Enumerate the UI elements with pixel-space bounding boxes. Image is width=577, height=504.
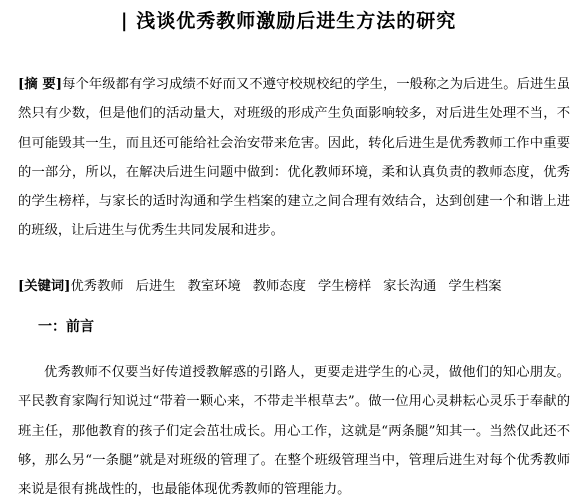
keyword: 后进生 — [135, 279, 176, 294]
keyword: 优秀教师 — [70, 279, 124, 294]
body-paragraph: 优秀教师不仅要当好传道授教解惑的引路人，更要走进学生的心灵，做他们的知心朋友。平民教育家陶行知说过“带着一颗心来，不带走半根草去”。做一位用心灵耕耘心灵乐于奉献的班主任，那他教育的孩子们定会茁壮成长。用心工作，这就是“两条腿”知其一。当然仅此还不够，那么另“一条腿”就是对班级的管理了。在整个班级管理当中，管理后进生对每个优秀教师来说是很有挑战性的，也最能体现优秀教师的管理能力。 — [18, 365, 570, 498]
keyword: 教师态度 — [252, 279, 306, 294]
section-heading: 一：前言 — [38, 319, 94, 335]
keywords-line — [18, 272, 570, 301]
document-title: | 浅谈优秀教师激励后进生方法的研究 — [120, 10, 457, 32]
abstract-text: 每个年级都有学习成绩不好而又不遵守校规校纪的学生，一般称之为后进生。后进生虽然只有少数，但是他们的活动量大，对班级的形成产生负面影响较多，对后进生处理不当，不但可能毁其一生，而且还可能给社会治安带来危害。因此，转化后进生是优秀教师工作中重要的一部分，所以，在解决后进生问题中做到：优化教师环境，柔和认真负责的教师态度，优秀的学生榜样，与家长的适时沟通和学生档案的建立之间合理有效结合，达到创建一个和谐上进的班级，让后进生与优秀生共同发展和进步。 — [18, 77, 571, 239]
keywords-label: [关键词] — [18, 279, 71, 294]
keyword: 学生档案 — [448, 279, 502, 294]
abstract-paragraph — [18, 70, 570, 246]
abstract-label: [摘 要] — [18, 77, 63, 92]
keyword: 家长沟通 — [383, 279, 437, 294]
keyword: 学生榜样 — [317, 279, 372, 294]
keyword: 教室环境 — [187, 279, 241, 294]
